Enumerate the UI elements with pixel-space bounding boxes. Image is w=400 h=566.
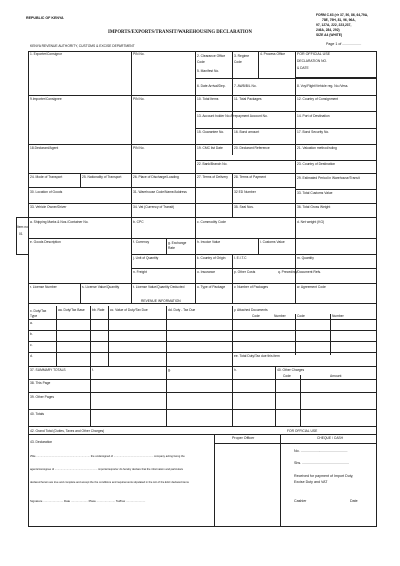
totals-label: 40. Totals	[30, 412, 45, 416]
declarant-label: 18.Declarant/Agent	[30, 146, 59, 150]
summary-h-label: h.	[234, 368, 237, 372]
date-label-top: & DATE	[297, 66, 309, 70]
freight-label: n. Freight	[133, 270, 147, 274]
other-pages-label: 39. Other Pages	[30, 395, 55, 399]
cheque-cash-label: CHEQUE / CASH	[317, 436, 344, 440]
row-c-label: c.	[30, 343, 33, 347]
number-packages-label: v. Number of Packages	[234, 285, 269, 289]
divider	[28, 319, 377, 320]
page-number: Page 1 of ...................	[326, 42, 362, 46]
receipt-no-label: No. ...............................................	[294, 449, 348, 453]
bond-security-label: 17. Bond Security No.	[297, 130, 330, 134]
total-items-label: 10. Total Items	[197, 97, 219, 101]
commodity-code-label: c. Commodity Code	[197, 220, 226, 224]
cashier-label: Cashier	[294, 499, 307, 503]
divider	[28, 203, 377, 204]
row-a-label: a.	[30, 321, 33, 325]
this-page-label: 38. This Page	[30, 381, 51, 385]
authority-name: KENYA REVENUE AUTHORITY, CUSTOMS & EXCISE DEPARTMENT	[30, 44, 135, 48]
divider	[232, 187, 233, 203]
shipping-marks-label: a. Shipping Marks & Nos./Container No.	[30, 220, 89, 224]
doc-number-label: Number	[274, 314, 286, 318]
divider	[195, 51, 196, 303]
signature-line: Signature ......................... Date ..................... Place ....................... Tel/Fax ........................	[30, 499, 146, 503]
form-code-3: 97, 127A, 222, 223,237,	[316, 23, 352, 27]
divider	[90, 366, 91, 426]
divider	[275, 366, 276, 426]
proper-officer-label: Proper Officer	[232, 436, 255, 440]
divider	[330, 314, 331, 355]
type-package-label: u. Type of Package	[197, 285, 226, 289]
grand-total-label: 42. Grand Total (Duties, Taxes and Other Charges)	[30, 429, 105, 433]
total-packages-label: 11. Total Packages	[234, 97, 262, 101]
attached-documents-label: y. Attached Documents	[234, 308, 268, 312]
divider	[28, 426, 377, 427]
excise-label: Excise Duty and VAT	[294, 480, 328, 484]
divider	[28, 379, 377, 380]
date-arrival-label: 6. Date Arrival/Dep.	[197, 84, 226, 88]
quantity-label: m. Quantity	[297, 256, 314, 260]
divider	[131, 254, 377, 255]
divider	[232, 173, 233, 187]
official-use-label: FOR OFFICIAL USE	[297, 52, 331, 56]
divider	[80, 173, 81, 187]
divider	[131, 51, 132, 303]
divider	[28, 366, 377, 367]
summary-totals-label: 37. SUMMARY TOTALS	[30, 368, 66, 372]
terms-delivery-label: 27. Terms of Delivery	[197, 175, 228, 179]
awb-label: 7. AWB/B/L No.	[234, 84, 257, 88]
vehicle-owner-label: 33. Vehicle Owner/Driver	[30, 205, 67, 209]
account-holder-label: 13. Account holder No./Prepayment Account No.	[197, 114, 268, 118]
total-duty-label: ee. Total Duty/Tax due this item	[234, 354, 280, 358]
form-code-1: FORM C.63 (r/r 37, 50, 86, 64,79A,	[316, 13, 369, 17]
divider	[195, 111, 377, 112]
seal-nos-label: 35. Seal Nos.	[234, 205, 254, 209]
divider	[28, 95, 195, 96]
duty-tax-type-label: x. Duty/Tax Type	[30, 309, 47, 319]
form-size: SIZE A4 (WHITE)	[316, 33, 343, 37]
regime-label: 3. Regime Code	[234, 54, 250, 65]
warehouse-code-label: 31. Warehouse Code/Name/Address	[133, 190, 187, 194]
estimated-period-label: 29. Estimated Period in Warehouse/Transit	[297, 176, 360, 180]
duty-tax-due-label: dd. Duty - Tax Due	[168, 308, 196, 312]
divider	[28, 217, 377, 218]
divider	[214, 443, 377, 444]
divider	[300, 375, 301, 426]
declaration-line-1: I/We ........................................................................ the undersigned of ..................................................... company acting being the	[30, 455, 185, 458]
divider	[195, 78, 377, 79]
divider	[166, 306, 167, 366]
declaration-line-3: declared herein are true and complete and accept the the conditions and requirements stipulated in the Act of the EAC declared items	[30, 481, 189, 484]
divider	[90, 306, 91, 366]
invoice-value-label: h. Invoice Value	[197, 240, 221, 244]
divider	[232, 78, 233, 129]
vat-currency-label: 34. Vat (Currency of Transit)	[133, 205, 175, 209]
declarant-ref-label: 20. Declarant Reference	[234, 146, 270, 150]
pin-label: PIN No.	[133, 52, 145, 56]
other-charges-label: 40. Other Charges	[277, 368, 305, 372]
divider	[232, 366, 233, 426]
divider	[80, 283, 81, 303]
divider	[195, 160, 377, 161]
divider	[232, 306, 233, 366]
exchange-rate-label: g. Exchange Rate	[168, 241, 187, 251]
summary-g-label: g.	[168, 368, 171, 372]
port-destination-label: 14. Port of Destination	[297, 114, 330, 118]
guarantee-label: 15. Guarantee No.	[197, 130, 225, 134]
ed-number-label: 32 ED Number	[234, 190, 256, 194]
divider	[232, 51, 233, 78]
location-goods-label: 30. Location of Goods	[30, 190, 63, 194]
currency-label: f. Currency	[133, 240, 150, 244]
divider	[28, 330, 377, 331]
value-duty-tax-label: cc. Value of Duty/Tax Due	[110, 308, 148, 312]
divider	[214, 434, 215, 527]
doc-number-label-2: Number	[332, 314, 344, 318]
divider	[280, 434, 281, 527]
item-no-label: Item no	[17, 225, 28, 229]
divider	[131, 268, 377, 269]
total-customs-value-label: 33. Total Customs Value	[297, 191, 333, 195]
divider	[232, 128, 233, 155]
clearance-office-label: 2. Clearance Office Code	[197, 54, 226, 65]
doc-code-label: Code	[252, 314, 260, 318]
cpc-label: b. CPC	[133, 220, 144, 224]
licence-number-label: r. License Number	[30, 285, 57, 289]
divider	[28, 238, 377, 239]
unit-quantity-label: j. Unit of Quantity	[133, 256, 159, 260]
divider	[28, 303, 377, 304]
item-no-value: 01	[19, 232, 23, 236]
goods-description-label: e. Goods Description	[30, 240, 61, 244]
voy-label: 8. Voy/Flight/Vehicle reg. No./Vess.	[297, 84, 349, 88]
process-office-label: 4. Process Office	[260, 52, 286, 56]
eitc-label: l. E.I.T.C	[234, 256, 247, 260]
country-name: REPUBLIC OF KENYA	[26, 16, 64, 20]
licence-deducted-label: t. License Value/Quantity Deducted	[133, 285, 185, 289]
divider	[28, 187, 295, 188]
mode-transport-label: 24. Mode of Transport	[30, 175, 63, 179]
form-code-2: 78E, 79H, 81, 96, 96A,	[322, 18, 356, 22]
declaration-no-label: DECLARATION NO.	[297, 59, 327, 63]
form-code-4: 246A, 284, 292)	[316, 28, 340, 32]
divider	[28, 341, 377, 342]
country-origin-label: k. Country of Origin	[197, 256, 226, 260]
divider	[28, 434, 377, 435]
for-official-use-label: FOR OFFICIAL USE	[287, 429, 318, 433]
divider	[258, 51, 259, 78]
divider	[195, 95, 377, 96]
divider	[56, 306, 57, 366]
manifest-label: 5. Manifest No.	[197, 69, 220, 73]
duty-tax-base-label: aa. Duty/Tax Base	[58, 308, 85, 312]
form-title: IMPORTS/EXPORTS/TRANSIT/WAREHOUSING DECLARATION	[108, 30, 252, 35]
customs-value-label: i. Customs Value	[260, 240, 285, 244]
country-consignment-label: 12. Country of Consignment	[297, 97, 339, 101]
insurance-label: o. Insurance	[197, 270, 216, 274]
revenue-information-heading: REVENUE INFORMATION	[141, 299, 181, 303]
divider	[232, 203, 233, 217]
divider	[166, 238, 167, 254]
receipt-shs-label: Shs. ...............................................	[294, 461, 350, 465]
total-gross-weight-label: 36. Total Gross Weight	[297, 205, 331, 209]
preceding-doc-label: q. Preceding/Document Refs.	[278, 270, 322, 274]
divider	[166, 366, 167, 426]
bond-amount-label: 16. Bond amount	[234, 130, 260, 134]
declaration-line-2: agents/consignee of ......................................................... importer/exporter do hereby declare that the information and particulars	[30, 468, 183, 471]
row-b-label: b.	[30, 332, 33, 336]
other-costs-label: p. Other Costs	[234, 270, 256, 274]
divider	[108, 306, 109, 366]
rate-label: bb. Rate	[92, 308, 105, 312]
divider	[28, 352, 377, 353]
country-destination-label: 23. Country of Destination	[297, 162, 336, 166]
divider	[28, 392, 377, 393]
place-loading-label: 26. Place of Discharge/Loading	[133, 175, 179, 179]
agreement-code-label: w. Agreement Code	[297, 285, 326, 289]
divider	[195, 128, 377, 129]
divider	[195, 144, 377, 145]
date-label-bottom: Date	[350, 499, 358, 503]
oc-code-label: Code	[283, 374, 291, 378]
cmc-list-label: 19. CMC list Date	[197, 146, 223, 150]
nationality-transport-label: 25. Nationality of Transport	[82, 175, 122, 179]
bank-branch-label: 22. Bank/Branch No.	[197, 162, 228, 166]
received-label: Received for payment of Import Duty,	[294, 474, 354, 478]
doc-code-label-2: Code	[297, 314, 305, 318]
summary-f-label: f.	[92, 368, 94, 372]
divider	[232, 254, 233, 303]
pin-label-3: PIN No.	[133, 146, 145, 150]
importer-label: 9.Importer/Consignee	[30, 97, 62, 101]
divider	[28, 144, 195, 145]
divider	[295, 189, 377, 190]
declaration-title: 43. Declaration	[30, 440, 53, 444]
terms-payment-label: 28. Terms of Payment	[234, 175, 267, 179]
row-d-label: d.	[30, 354, 33, 358]
licence-quantity-label: s. License Value/Quantity	[82, 285, 120, 289]
divider	[28, 409, 377, 410]
divider	[295, 51, 296, 303]
pin-label-2: PIN No.	[133, 97, 145, 101]
exporter-label: 1. Exporter/Consignor	[30, 52, 63, 56]
divider	[258, 238, 259, 254]
valuation-label: 21. Valuation method/ruling	[297, 146, 337, 150]
oc-amount-label: Amount	[330, 374, 342, 378]
net-weight-label: d. Net weight (KG)	[297, 220, 325, 224]
divider	[295, 314, 296, 355]
